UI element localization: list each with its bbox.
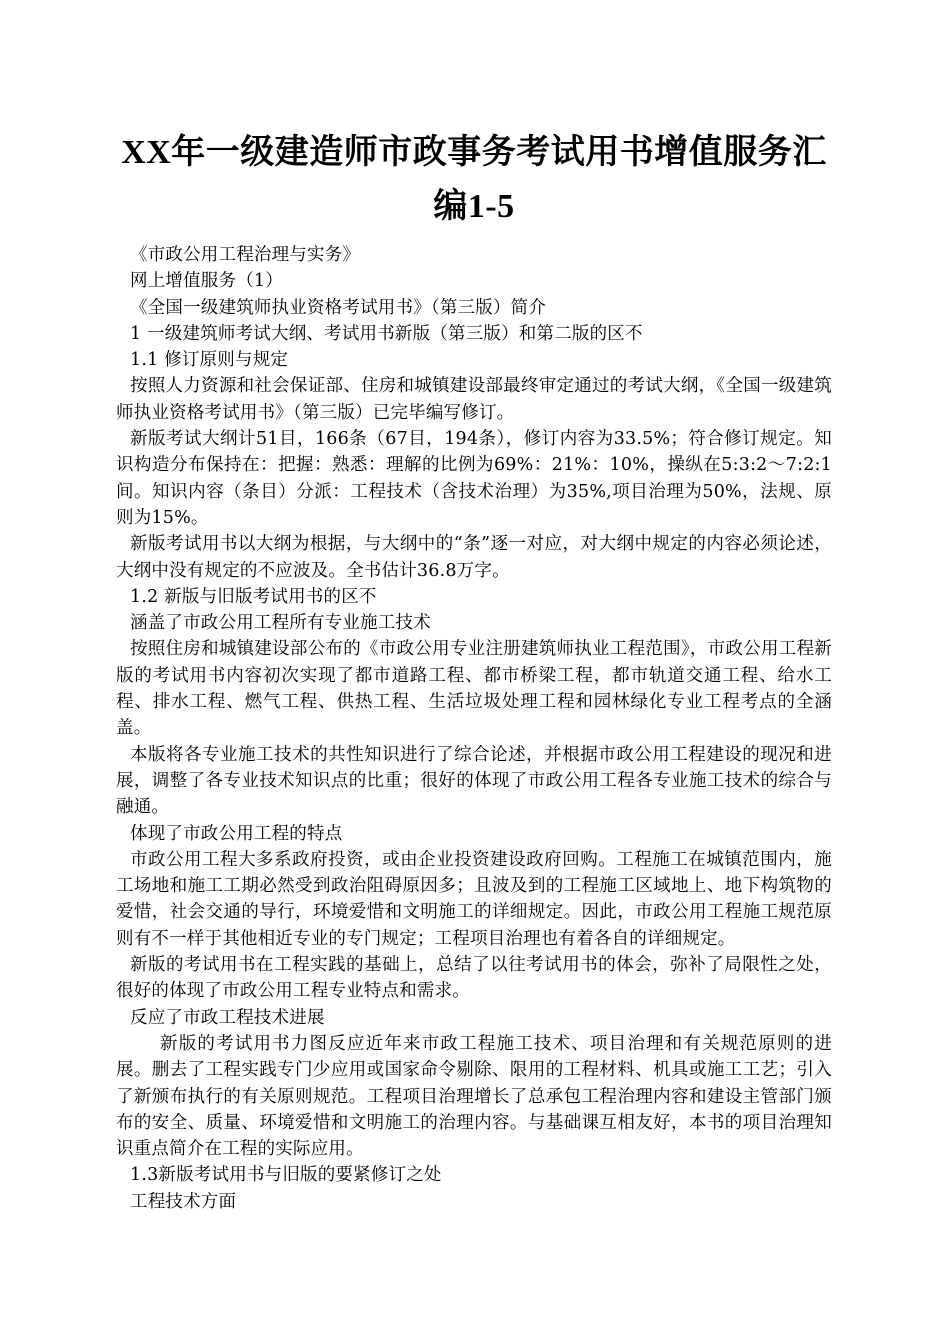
section-heading-1: 1 一级建筑师考试大纲、考试用书新版（第三版）和第二版的区不 [130,323,643,344]
section-heading-1-3: 1.3新版考试用书与旧版的要紧修订之处 [130,1165,442,1186]
paragraph-service-heading: 网上增值服务（1） [130,271,283,292]
paragraph-body: 新版的考试用书在工程实践的基础上，总结了以往考试用书的体会，弥补了局限性之处，很好的体现了市政公用工程专业特点和需求。 [116,955,832,1002]
subheading: 体现了市政公用工程的特点 [130,823,343,844]
paragraph-body: 新版考试大纲计51目，166条（67目，194条），修订内容为33.5%；符合修订规定。知识构造分布保持在：把握：熟悉：理解的比例为69%：21%：10%，操纵在5:3:2～7:2:1间。知识内容（条目）分派：工程技术（含技术治理）为35%,项目治理为50%，法规、原则为15%。 [116,429,832,528]
document-title: XX年一级建造师市政事务考试用书增值服务汇编1-5 [121,134,827,225]
section-heading-1-2: 1.2 新版与旧版考试用书的区不 [130,586,377,607]
paragraph-book-name: 《市政公用工程治理与实务》 [130,245,361,265]
paragraph-body: 市政公用工程大多系政府投资，或由企业投资建设政府回购。工程施工在城镇范围内，施工场地和施工工期必然受到政治阻碍原因多；且波及到的工程施工区域地上、地下构筑物的爱惜，社会交通的导行，环境爱惜和文明施工的详细规定。因此，市政公用工程施工规范原则有不一样于其他相近专业的专门规定；工程项目治理也有着各自的详细规定。 [116,849,832,949]
paragraph-body: 新版考试用书以大纲为根据，与大纲中的“条”逐一对应，对大纲中规定的内容必须论述，大纲中没有规定的不应波及。全书估计36.8万字。 [116,534,832,581]
subheading: 反应了市政工程技术进展 [130,1007,325,1028]
section-heading-1-1: 1.1 修订原则与规定 [130,350,289,371]
paragraph-body: 新版的考试用书力图反应近年来市政工程施工技术、项目治理和有关规范原则的进展。删去了工程实践专门少应用或国家命令剔除、限用的工程材料、机具或施工工艺；引入了新颁布执行的有关原则规范。工程项目治理增长了总承包工程治理内容和建设主管部门颁布的安全、质量、环境爱惜和文明施工的治理内容。与基础课互相友好，本书的项目治理知识重点简介在工程的实际应用。 [116,1033,832,1160]
subheading: 涵盖了市政公用工程所有专业施工技术 [130,613,431,634]
document-body [116,242,832,1215]
paragraph-body: 按照住房和城镇建设部公布的《市政公用专业注册建筑师执业工程范围》，市政公用工程新版的考试用书内容初次实现了都市道路工程、都市桥梁工程，都市轨道交通工程、给水工程、排水工程、燃气工程、供热工程、生活垃圾处理工程和园林绿化专业工程考点的全涵盖。 [116,639,832,739]
subheading: 工程技术方面 [130,1191,237,1212]
document-page [116,126,832,1215]
paragraph-intro-heading: 《全国一级建筑师执业资格考试用书》（第三版）简介 [130,297,547,318]
paragraph-body: 本版将各专业施工技术的共性知识进行了综合论述，并根据市政公用工程建设的现况和进展，调整了各专业技术知识点的比重；很好的体现了市政公用工程各专业施工技术的综合与融通。 [116,744,832,818]
paragraph-body: 按照人力资源和社会保证部、住房和城镇建设部最终审定通过的考试大纲，《全国一级建筑师执业资格考试用书》（第三版）已完毕编写修订。 [116,376,832,423]
